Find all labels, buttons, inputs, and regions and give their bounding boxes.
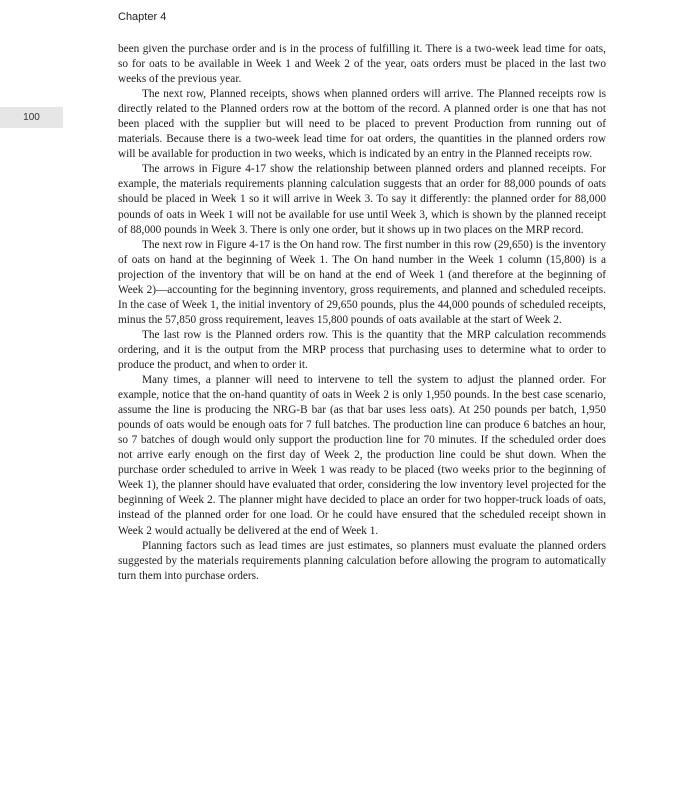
paragraph: been given the purchase order and is in the process of fulfilling it. There is a two-week lead time for oats, so for oats to be available in Week 1 and Week 2 of the year, oats orders must be placed in the last two weeks of the previous year. bbox=[118, 43, 606, 86]
page-number: 100 bbox=[0, 107, 63, 128]
paragraph: The arrows in Figure 4-17 show the relationship between planned orders and planned receipts. For example, the materials requirements planning calculation suggests that an order for 88,000 pounds of oats should be placed in Week 1 so it will arrive in Week 3. To say it differently: the planned order for 88,000 pounds of oats in Week 1 will not be available for use until Week 3, which is shown by the planned receipt of 88,000 pounds in Week 3. There is only one order, but it shows up in two places on the MRP record. bbox=[118, 163, 606, 236]
paragraph: The next row in Figure 4-17 is the On hand row. The first number in this row (29,650) is the inventory of oats on hand at the beginning of Week 1. The On hand number in the Week 1 column (15,800) is a projection of the inventory that will be on hand at the end of Week 1 (and therefore at the beginning of Week 2)—accounting for the beginning inventory, gross requirements, and planned and scheduled receipts. In the case of Week 1, the initial inventory of 29,650 pounds, plus the 44,000 pounds of scheduled receipts, minus the 57,850 gross requirement, leaves 15,800 pounds of oats available at the start of Week 2. bbox=[118, 238, 606, 326]
chapter-header: Chapter 4 bbox=[118, 11, 167, 23]
paragraph: The next row, Planned receipts, shows when planned orders will arrive. The Planned receipts row is directly related to the Planned orders row at the bottom of the record. A planned order is one that has not been placed with the supplier but will need to be placed to prevent Production from running out of materials. Because there is a two-week lead time for oat orders, the quantities in the planned orders row will be available for production in two weeks, which is indicated by an entry in the Planned receipts row. bbox=[118, 88, 606, 161]
paragraph: The last row is the Planned orders row. This is the quantity that the MRP calculation recommends ordering, and it is the output from the MRP process that purchasing uses to determine what to order to produce the product, and when to order it. bbox=[118, 328, 606, 371]
paragraph: Planning factors such as lead times are just estimates, so planners must evaluate the planned orders suggested by the materials requirements planning calculation before allowing the program to automatically turn them into purchase orders. bbox=[118, 539, 606, 582]
paragraph: Many times, a planner will need to intervene to tell the system to adjust the planned order. For example, notice that the on-hand quantity of oats in Week 2 is only 1,950 pounds. In the best case scenario, assume the line is producing the NRG-B bar (as that bar uses less oats). At 250 pounds per batch, 1,950 pounds of oats would be enough oats for 7 full batches. The production line can produce 6 batches an hour, so 7 batches of dough would only support the production line for 70 minutes. If the scheduled order does not arrive early enough on the first day of Week 2, the production line could be shut down. When the purchase order scheduled to arrive in Week 1 was ready to be placed (two weeks prior to the beginning of Week 1), the planner should have evaluated that order, considering the low inventory level projected for the beginning of Week 2. The planner might have decided to place an order for two hopper-truck loads of oats, instead of the planned order for one load. Or he could have ensured that the scheduled receipt shown in Week 2 would actually be delivered at the end of Week 1. bbox=[118, 374, 606, 537]
body-text bbox=[118, 42, 606, 584]
